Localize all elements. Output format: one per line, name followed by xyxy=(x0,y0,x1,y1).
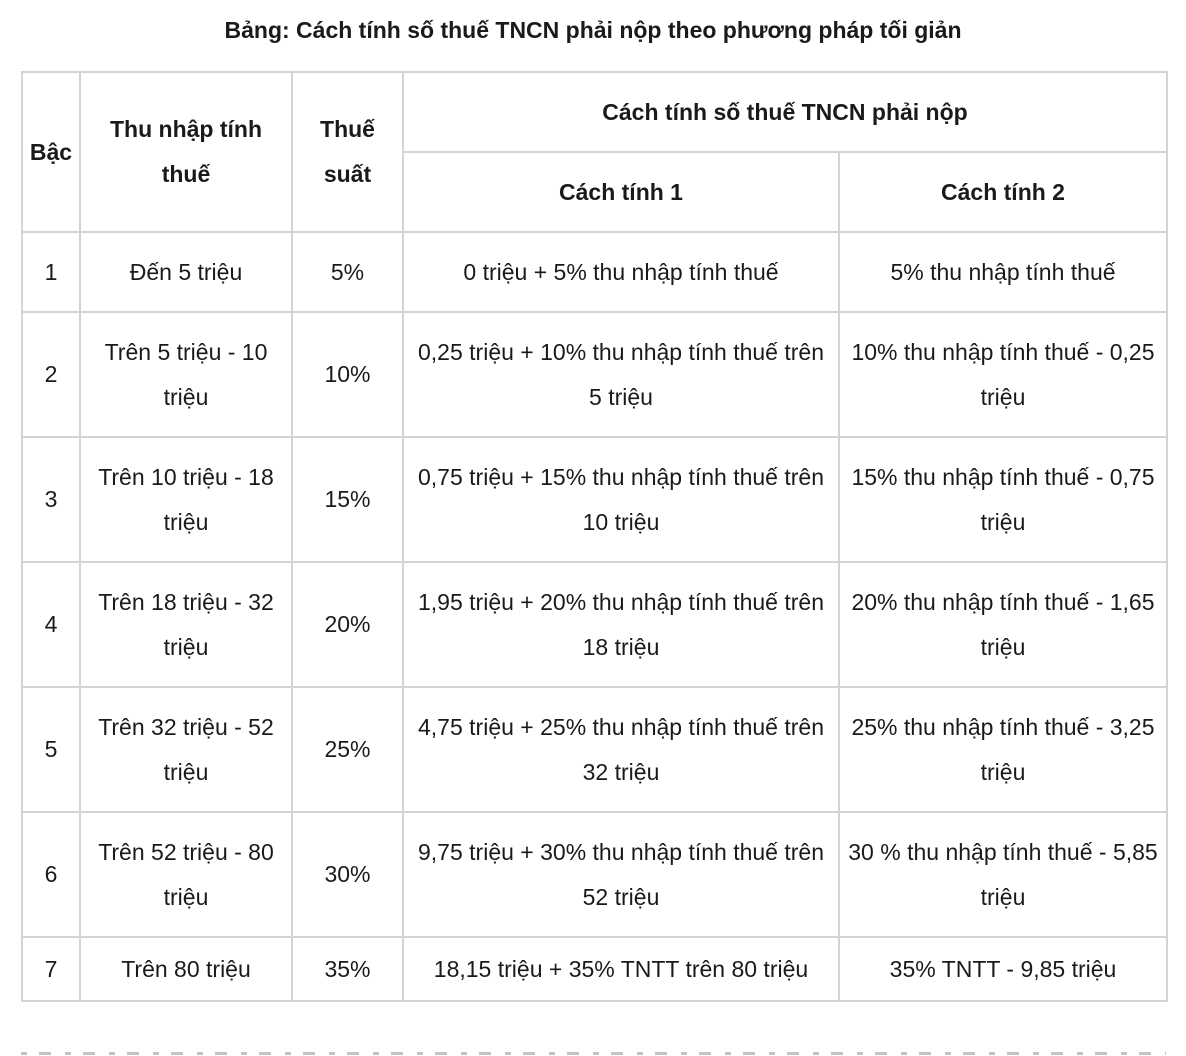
table-row xyxy=(22,562,1167,687)
cell-thu-nhap: Trên 10 triệu - 18 triệu xyxy=(80,437,292,562)
header-cach-tinh: Cách tính số thuế TNCN phải nộp xyxy=(403,72,1167,152)
header-cach-tinh-1: Cách tính 1 xyxy=(403,152,839,232)
cell-cach-1: 4,75 triệu + 25% thu nhập tính thuế trên 32 triệu xyxy=(403,687,839,812)
header-row xyxy=(22,72,1167,152)
table-row xyxy=(22,437,1167,562)
cell-bac: 2 xyxy=(22,312,80,437)
cell-cach-2: 5% thu nhập tính thuế xyxy=(839,232,1167,312)
cell-thue-suat: 10% xyxy=(292,312,403,437)
cell-bac: 6 xyxy=(22,812,80,937)
table-row xyxy=(22,687,1167,812)
cell-thu-nhap: Trên 32 triệu - 52 triệu xyxy=(80,687,292,812)
cell-bac: 4 xyxy=(22,562,80,687)
table-row xyxy=(22,232,1167,312)
cell-thu-nhap: Trên 5 triệu - 10 triệu xyxy=(80,312,292,437)
header-bac: Bậc xyxy=(22,72,80,232)
cell-bac: 5 xyxy=(22,687,80,812)
cell-cach-2: 30 % thu nhập tính thuế - 5,85 triệu xyxy=(839,812,1167,937)
table-title: Bảng: Cách tính số thuế TNCN phải nộp theo phương pháp tối giản xyxy=(224,17,962,43)
cell-thue-suat: 35% xyxy=(292,937,403,1001)
cell-cach-2: 25% thu nhập tính thuế - 3,25 triệu xyxy=(839,687,1167,812)
cell-bac: 1 xyxy=(22,232,80,312)
cell-cach-1: 1,95 triệu + 20% thu nhập tính thuế trên 18 triệu xyxy=(403,562,839,687)
cell-thu-nhap: Trên 80 triệu xyxy=(80,937,292,1001)
table-row xyxy=(22,937,1167,1001)
cell-cach-1: 0 triệu + 5% thu nhập tính thuế xyxy=(403,232,839,312)
cell-bac: 3 xyxy=(22,437,80,562)
cell-cach-1: 0,75 triệu + 15% thu nhập tính thuế trên 10 triệu xyxy=(403,437,839,562)
cell-thu-nhap: Đến 5 triệu xyxy=(80,232,292,312)
cell-cach-2: 20% thu nhập tính thuế - 1,65 triệu xyxy=(839,562,1167,687)
cell-thue-suat: 15% xyxy=(292,437,403,562)
cell-cach-2: 10% thu nhập tính thuế - 0,25 triệu xyxy=(839,312,1167,437)
header-thu-nhap: Thu nhập tính thuế xyxy=(80,72,292,232)
cell-thue-suat: 20% xyxy=(292,562,403,687)
cell-thue-suat: 5% xyxy=(292,232,403,312)
cell-thu-nhap: Trên 52 triệu - 80 triệu xyxy=(80,812,292,937)
cell-thu-nhap: Trên 18 triệu - 32 triệu xyxy=(80,562,292,687)
cell-cach-1: 9,75 triệu + 30% thu nhập tính thuế trên 52 triệu xyxy=(403,812,839,937)
cell-cach-2: 15% thu nhập tính thuế - 0,75 triệu xyxy=(839,437,1167,562)
cell-cach-1: 18,15 triệu + 35% TNTT trên 80 triệu xyxy=(403,937,839,1001)
cell-bac: 7 xyxy=(22,937,80,1001)
cut-off-text-line xyxy=(21,1044,1166,1056)
table-row xyxy=(22,812,1167,937)
header-cach-tinh-2: Cách tính 2 xyxy=(839,152,1167,232)
tax-table xyxy=(21,71,1168,1002)
cell-cach-1: 0,25 triệu + 10% thu nhập tính thuế trên 5 triệu xyxy=(403,312,839,437)
table-row xyxy=(22,312,1167,437)
cell-cach-2: 35% TNTT - 9,85 triệu xyxy=(839,937,1167,1001)
header-thue-suat: Thuế suất xyxy=(292,72,403,232)
cell-thue-suat: 25% xyxy=(292,687,403,812)
cell-thue-suat: 30% xyxy=(292,812,403,937)
